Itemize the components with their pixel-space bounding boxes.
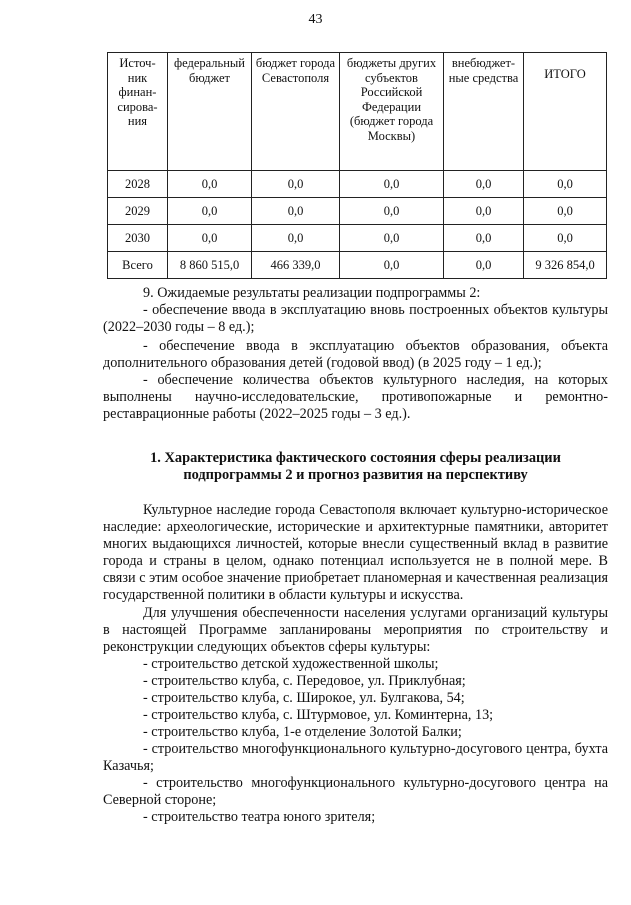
table-cell: Всего — [108, 252, 168, 279]
table-cell: 0,0 — [340, 198, 444, 225]
section-heading-line: 1. Характеристика фактического состояния сферы реализации — [150, 450, 561, 466]
section-heading — [103, 450, 608, 484]
table-cell: 0,0 — [252, 198, 340, 225]
header-city: бюджет города Севастополя — [252, 53, 340, 171]
table-cell: 0,0 — [340, 252, 444, 279]
list-item: - строительство клуба, с. Широкое, ул. Булгакова, 54; — [143, 690, 465, 706]
table-cell: 8 860 515,0 — [168, 252, 252, 279]
section-paragraph: Для улучшения обеспеченности населения услугами организаций культуры в настоящей Программе запланированы мероприятия по строительству и реконструкции следующих объектов сферы культуры: — [103, 605, 608, 655]
table-cell: 0,0 — [168, 225, 252, 252]
header-other-subjects: бюджеты других субъектов Российской Федерации (бюджет города Москвы) — [340, 53, 444, 171]
table-cell: 0,0 — [524, 225, 607, 252]
results-block — [103, 285, 608, 423]
header-extrabudget: внебюджет- ные средства — [444, 53, 524, 171]
list-item: - строительство клуба, 1-е отделение Золотой Балки; — [143, 724, 462, 740]
header-total: ИТОГО — [524, 53, 607, 171]
table-header-row — [108, 53, 607, 171]
section-paragraph: Культурное наследие города Севастополя включает культурно-историческое наследие: археологические, исторические и архитектурные памятники, авторитет многих выдающихся личностей, которые внесли существенный вклад в развитие города и страны в целом, однако потенциал используется не в полной мере. В связи с этим особое значение приобретает планомерная и качественная реализация государственной политики в области культуры и искусства. — [103, 502, 608, 603]
table-cell: 0,0 — [168, 198, 252, 225]
page-number: 43 — [308, 12, 323, 27]
table-cell: 0,0 — [340, 171, 444, 198]
table-cell: 0,0 — [340, 225, 444, 252]
table-row — [108, 198, 607, 225]
results-title: 9. Ожидаемые результаты реализации подпрограммы 2: — [143, 285, 481, 301]
table-cell: 0,0 — [252, 225, 340, 252]
list-item: - строительство многофункционального культурно-досугового центра на Северной стороне; — [103, 775, 608, 808]
header-federal: федеральный бюджет — [168, 53, 252, 171]
table-row — [108, 225, 607, 252]
table-cell: 2029 — [108, 198, 168, 225]
table-cell: 9 326 854,0 — [524, 252, 607, 279]
list-item: - строительство театра юного зрителя; — [143, 809, 376, 825]
list-item: - строительство детской художественной школы; — [143, 656, 439, 672]
table-cell: 0,0 — [524, 171, 607, 198]
section-heading-line: подпрограммы 2 и прогноз развития на перспективу — [183, 467, 528, 483]
table-cell: 2030 — [108, 225, 168, 252]
list-item: - строительство клуба, с. Штурмовое, ул. Коминтерна, 13; — [143, 707, 494, 723]
results-item: - обеспечение ввода в эксплуатацию вновь построенных объектов культуры (2022–2030 годы – 8 ед.); — [103, 302, 608, 335]
table-cell: 466 339,0 — [252, 252, 340, 279]
table-cell: 0,0 — [444, 171, 524, 198]
table-cell: 0,0 — [524, 198, 607, 225]
table-row — [108, 171, 607, 198]
table-row-total — [108, 252, 607, 279]
table-cell: 0,0 — [444, 225, 524, 252]
header-source: Источ- ник финан- сирова- ния — [108, 53, 168, 171]
list-item: - строительство клуба, с. Передовое, ул. Приклубная; — [143, 673, 466, 689]
section-body — [103, 502, 608, 826]
table-cell: 0,0 — [168, 171, 252, 198]
list-item: - строительство многофункционального культурно-досугового центра, бухта Казачья; — [103, 741, 608, 774]
table-cell: 0,0 — [444, 198, 524, 225]
funding-table — [107, 52, 607, 279]
results-item: - обеспечение ввода в эксплуатацию объектов образования, объекта дополнительного образования детей (годовой ввод) (в 2025 году – 1 ед.); — [103, 338, 608, 371]
table-cell: 0,0 — [444, 252, 524, 279]
table-cell: 2028 — [108, 171, 168, 198]
results-item: - обеспечение количества объектов культурного наследия, на которых выполнены научно-исследовательские, противопожарные и ремонтно-реставрационные работы (2022–2025 годы – 3 ед.). — [103, 372, 608, 422]
table-cell: 0,0 — [252, 171, 340, 198]
